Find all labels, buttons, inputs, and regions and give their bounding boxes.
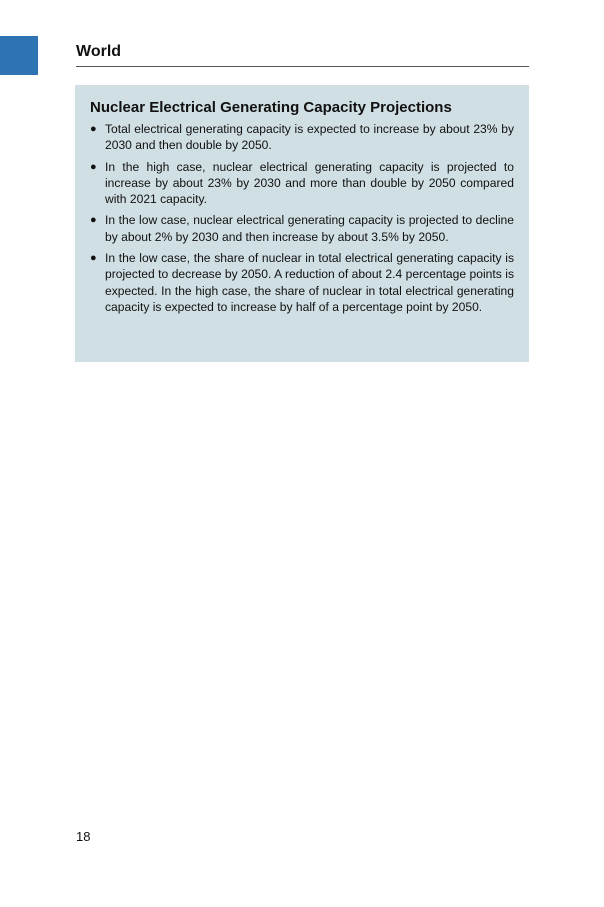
bullet-item xyxy=(90,121,514,154)
highlight-box xyxy=(75,85,529,362)
bullet-icon: ● xyxy=(90,252,97,265)
section-color-tab xyxy=(0,36,38,75)
bullet-icon: ● xyxy=(90,214,97,227)
section-title: World xyxy=(76,43,122,60)
bullet-icon: ● xyxy=(90,123,97,135)
bullet-list xyxy=(90,121,514,315)
bullet-item xyxy=(90,250,514,315)
bullet-text: In the low case, the share of nuclear in total electrical generating capacity is projected to decrease by 2050. A reduction of about 2.4 percentage points is expected. In the high case, the share of nuclear in total electrical generating capacity is expected to increase by half of a percentage point by 2050. xyxy=(105,251,514,314)
header-divider xyxy=(76,66,529,67)
bullet-text: In the low case, nuclear electrical generating capacity is projected to decline by about 2% by 2030 and then increase by about 3.5% by 2050. xyxy=(105,213,514,244)
bullet-text: In the high case, nuclear electrical generating capacity is projected to increase by about 23% by 2030 and more than double by 2050 compared with 2021 capacity. xyxy=(105,159,514,207)
page-number: 18 xyxy=(76,829,91,844)
bullet-icon: ● xyxy=(90,160,97,173)
bullet-item xyxy=(90,212,514,245)
bullet-item xyxy=(90,159,514,208)
box-title: Nuclear Electrical Generating Capacity Projections xyxy=(90,99,452,116)
bullet-text: Total electrical generating capacity is expected to increase by about 23% by 2030 and then double by 2050. xyxy=(105,122,514,153)
